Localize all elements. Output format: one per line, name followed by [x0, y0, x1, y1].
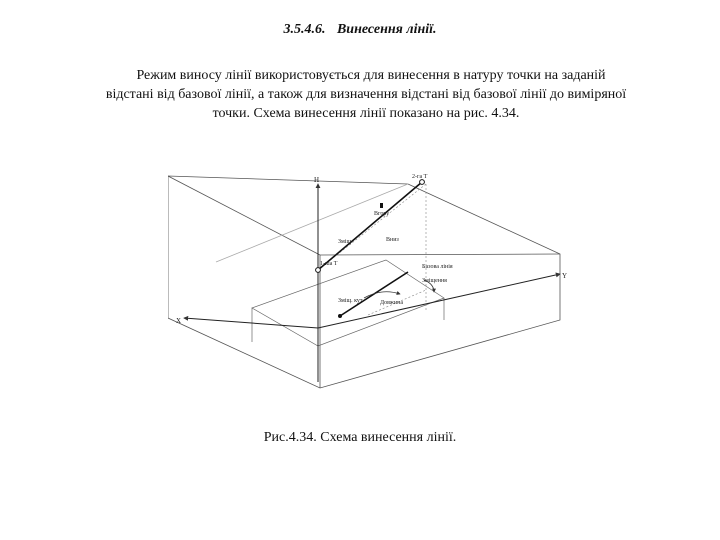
axis-h-label: H — [314, 176, 320, 184]
point-1 — [316, 268, 321, 273]
up-label: Вгору — [374, 211, 390, 217]
down-label: Вниз — [386, 237, 399, 243]
axis-x-line — [184, 318, 318, 328]
up-marker — [380, 203, 383, 208]
diagram-svg — [168, 170, 572, 396]
inner-box — [252, 260, 444, 372]
figure-caption: Рис.4.34. Схема винесення лінії. — [263, 430, 457, 445]
stakeout-line-diagram — [168, 170, 572, 396]
base-point — [338, 314, 342, 318]
offset-label: Зміщ — [338, 239, 352, 245]
point-1-label: 1-ша Т — [320, 261, 338, 267]
shift-label: Зміщення — [422, 278, 447, 284]
paragraph-line: Режим виносу лінії використовується для винесення в натуру точки на заданій — [136, 68, 606, 83]
axis-x-label: X — [176, 317, 182, 325]
distance-label: Довжина — [380, 300, 403, 306]
point-2-label: 2-га Т — [412, 174, 428, 180]
baseline-label: Базова лінія — [422, 264, 453, 270]
section-title: Винесення лінії. — [336, 22, 437, 37]
paragraph-line: відстані від базової лінії, а також для визначення відстані від базової лінії до виміряної — [105, 87, 627, 102]
body-paragraph — [58, 66, 674, 123]
left-angle-label: Зміщ. кут — [338, 298, 363, 304]
outer-box — [168, 176, 560, 388]
point-2 — [420, 180, 425, 185]
measured-line — [318, 182, 422, 270]
paragraph-line: точки. Схема винесення лінії показано на рис. 4.34. — [212, 106, 520, 121]
axis-y-label: Y — [562, 272, 568, 280]
section-heading — [0, 22, 720, 38]
section-number: 3.5.4.6. — [283, 22, 326, 37]
